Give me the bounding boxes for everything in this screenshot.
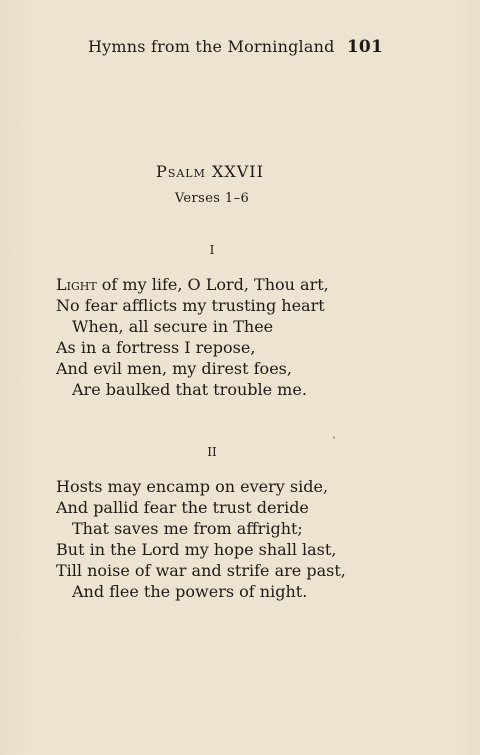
verse-line: And pallid fear the trust deride xyxy=(56,498,309,517)
verse-line-text: of my life, O Lord, Thou art, xyxy=(96,275,329,294)
opening-word: Light xyxy=(56,275,97,294)
verse-line: Hosts may encamp on every side, xyxy=(56,477,329,496)
running-header xyxy=(88,37,388,57)
verses-subtitle: Verses 1–6 xyxy=(174,191,250,206)
paper-speck xyxy=(333,436,335,439)
stanza xyxy=(56,476,386,602)
verse-line: But in the Lord my hope shall last, xyxy=(56,540,337,559)
verse-line: That saves me from affright; xyxy=(72,519,303,538)
verse-line: When, all secure in Thee xyxy=(72,317,274,336)
running-title: Hymns from the Morningland xyxy=(88,37,335,56)
stanza-numeral: I xyxy=(209,243,215,257)
stanza xyxy=(56,274,386,400)
verse-line: As in a fortress I repose, xyxy=(56,338,256,357)
verse-line: No fear afflicts my trusting heart xyxy=(56,296,325,315)
verse-line: And flee the powers of night. xyxy=(72,582,308,601)
verse-line: Are baulked that trouble me. xyxy=(72,380,307,399)
psalm-title: Psalm XXVII xyxy=(156,162,264,181)
verse-line xyxy=(56,274,386,295)
verse-line: And evil men, my direst foes, xyxy=(56,359,292,378)
verse-line: Till noise of war and strife are past, xyxy=(56,561,346,580)
stanza-numeral: II xyxy=(207,445,217,459)
page-number: 101 xyxy=(346,37,383,57)
